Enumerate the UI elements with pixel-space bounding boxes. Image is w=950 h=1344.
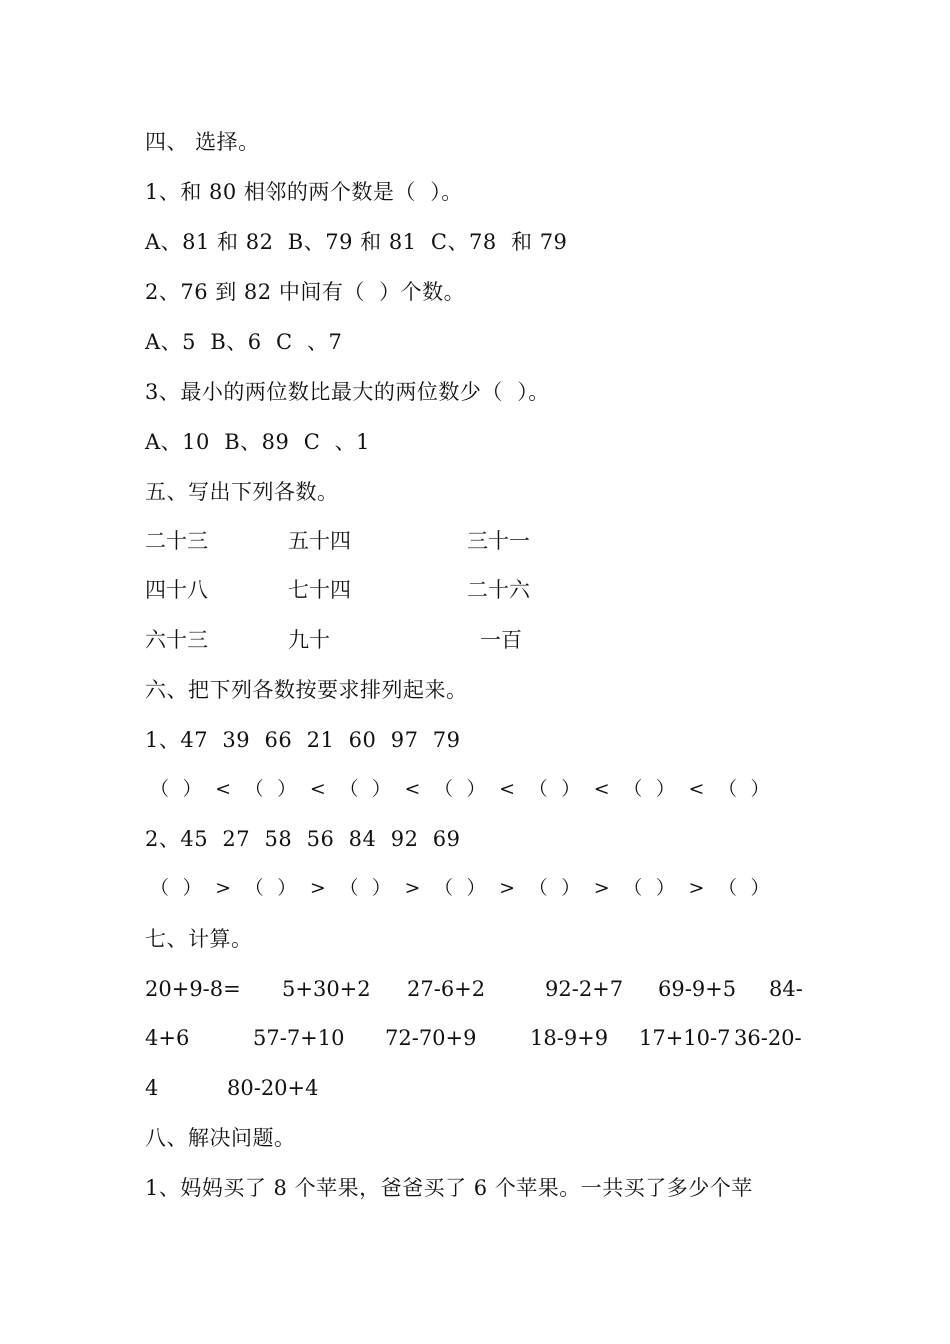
number-word: 五十四 [288, 529, 351, 553]
section-4-heading: 四、 选择。 [145, 130, 260, 154]
calc-expression: 4 [145, 1076, 159, 1100]
question-4-3: 3、最小的两位数比最大的两位数少（ ）。 [145, 380, 550, 404]
calc-expression: 57-7+10 [253, 1026, 345, 1050]
calc-expression: 18-9+9 [530, 1026, 609, 1050]
calc-expression: 92-2+7 [545, 977, 624, 1001]
question-4-1-options: A、81 和 82 B、79 和 81 C、78 和 79 [145, 230, 568, 254]
calc-expression: 4+6 [145, 1026, 190, 1050]
question-6-1-blanks: （ ） < （ ） < （ ） < （ ） < （ ） < （ ） < （ ） [150, 778, 771, 800]
calc-expression: 5+30+2 [282, 977, 371, 1001]
calc-expression: 20+9-8= [145, 977, 241, 1001]
word-problem-8-1: 1、妈妈买了 8 个苹果，爸爸买了 6 个苹果。一共买了多少个苹 [145, 1176, 753, 1200]
calc-expression: 69-9+5 [658, 977, 737, 1001]
calc-expression: 80-20+4 [227, 1076, 319, 1100]
section-6-heading: 六、把下列各数按要求排列起来。 [145, 678, 468, 702]
number-word: 二十三 [145, 529, 208, 553]
calc-expression: 84- [769, 977, 803, 1001]
section-7-heading: 七、计算。 [145, 927, 253, 951]
section-8-heading: 八、解决问题。 [145, 1126, 296, 1150]
number-word: 七十四 [288, 578, 351, 602]
number-word: 一百 [480, 628, 522, 652]
question-4-3-options: A、10 B、89 C 、1 [145, 430, 371, 454]
number-word: 三十一 [467, 529, 530, 553]
calc-expression: 72-70+9 [385, 1026, 477, 1050]
number-word: 四十八 [145, 578, 208, 602]
question-6-2-blanks: （ ） > （ ） > （ ） > （ ） > （ ） > （ ） > （ ） [150, 877, 771, 899]
calc-expression: 27-6+2 [407, 977, 486, 1001]
number-word: 二十六 [467, 578, 530, 602]
section-5-heading: 五、写出下列各数。 [145, 480, 339, 504]
question-6-2: 2、45 27 58 56 84 92 69 [145, 827, 461, 851]
calc-expression: 17+10-7 [639, 1026, 731, 1050]
number-word: 六十三 [145, 628, 208, 652]
question-4-1: 1、和 80 相邻的两个数是（ ）。 [145, 180, 463, 204]
number-word: 九十 [288, 628, 330, 652]
question-6-1: 1、47 39 66 21 60 97 79 [145, 728, 461, 752]
question-4-2-options: A、5 B、6 C 、7 [145, 330, 343, 354]
calc-expression: 36-20- [734, 1026, 802, 1050]
question-4-2: 2、76 到 82 中间有（ ）个数。 [145, 280, 466, 304]
